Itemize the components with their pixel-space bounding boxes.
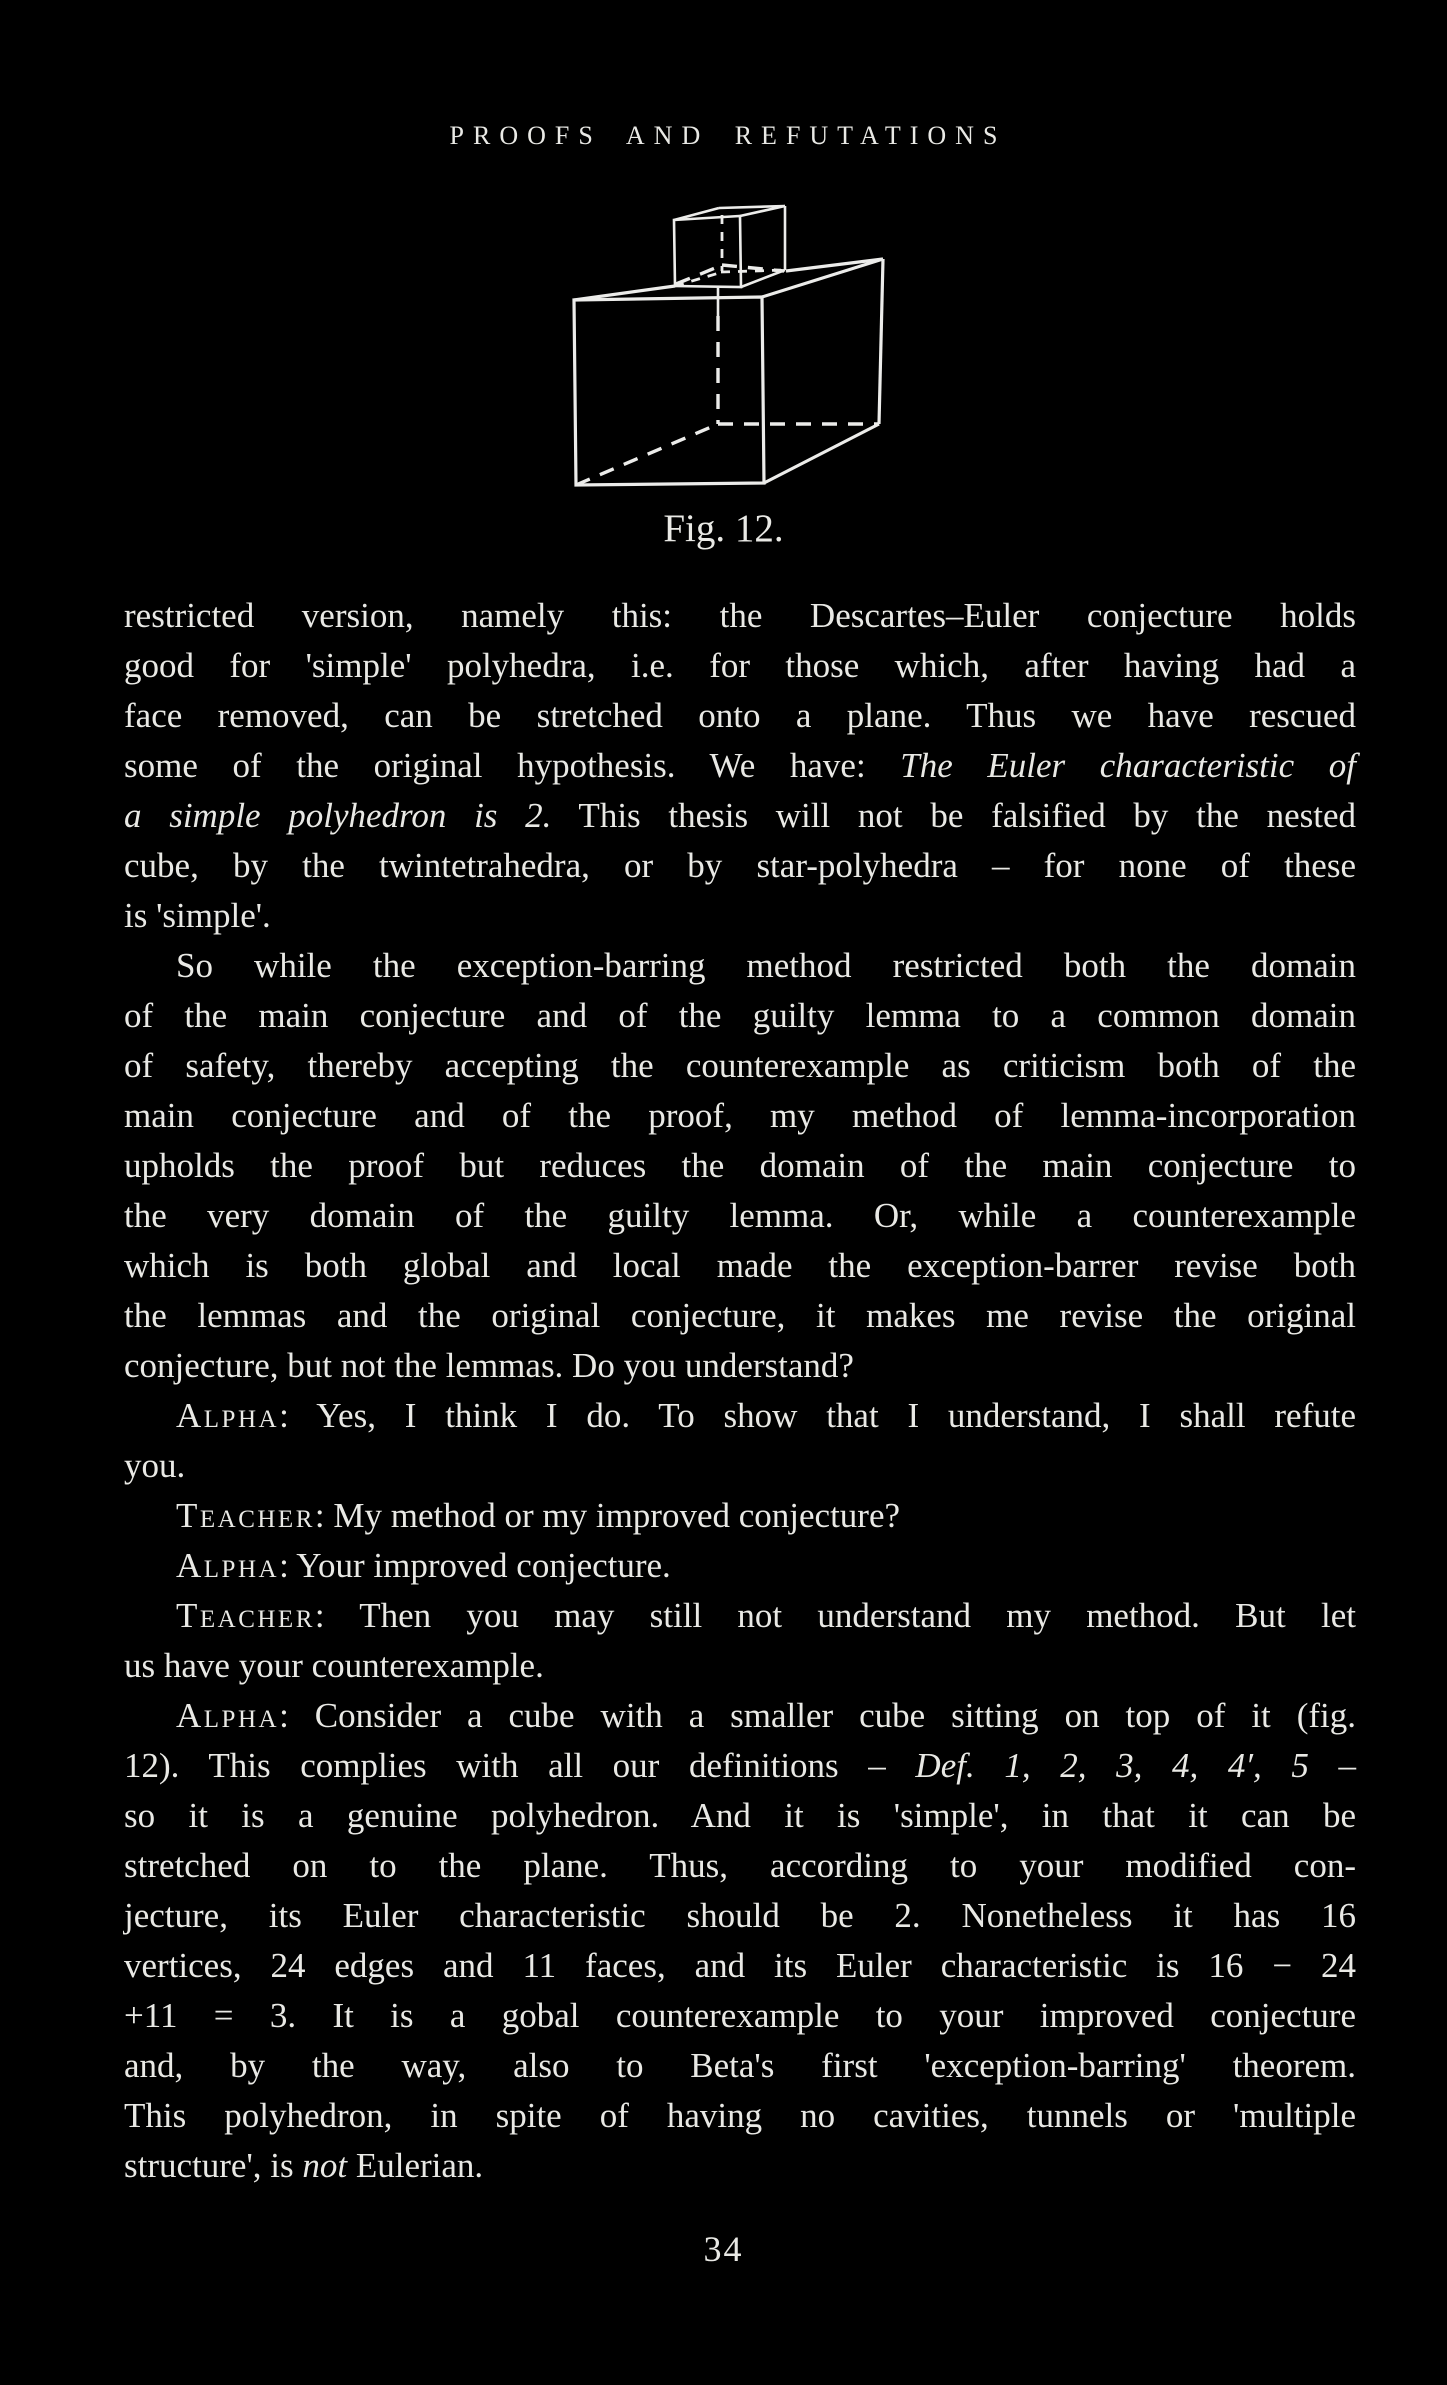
text-line (124, 1691, 1356, 1741)
text-line (124, 1041, 1356, 1091)
text-line (124, 691, 1356, 741)
text-line (124, 1991, 1356, 2041)
speaker-name: Teacher (176, 1496, 315, 1535)
text-segment: the lemmas and the original conjecture, it makes me revise the original (124, 1296, 1356, 1335)
speaker-name: Teacher (176, 1596, 315, 1635)
text-line (124, 791, 1356, 841)
text-segment: Eulerian. (347, 2146, 484, 2185)
text-segment: good for 'simple' polyhedra, i.e. for those which, after having had a (124, 646, 1356, 685)
text-line (124, 741, 1356, 791)
text-segment: vertices, 24 edges and 11 faces, and its Euler characteristic is 16 − 24 (124, 1946, 1356, 1985)
text-line (124, 1241, 1356, 1291)
text-segment: – (1308, 1746, 1356, 1785)
text-segment: a simple polyhedron is 2. (124, 796, 552, 835)
text-segment: stretched on to the plane. Thus, according to your modified con- (124, 1846, 1356, 1885)
text-line (124, 1291, 1356, 1341)
text-line (124, 841, 1356, 891)
text-segment: is 'simple'. (124, 896, 271, 935)
text-segment: of safety, thereby accepting the counterexample as criticism both of the (124, 1046, 1356, 1085)
text-line (124, 1391, 1356, 1441)
text-segment: : Yes, I think I do. To show that I understand, I shall refute (279, 1396, 1356, 1435)
text-line (124, 641, 1356, 691)
text-segment: structure', is (124, 2146, 303, 2185)
large-cube-solid-edges (574, 259, 883, 485)
text-line (124, 1541, 1356, 1591)
text-line (124, 1091, 1356, 1141)
text-segment: which is both global and local made the exception-barrer revise both (124, 1246, 1356, 1285)
small-cube-solid-edges (674, 206, 785, 287)
text-segment: So while the exception-barring method restricted both the domain (176, 946, 1356, 985)
text-line (124, 1191, 1356, 1241)
text-segment: face removed, can be stretched onto a plane. Thus we have rescued (124, 696, 1356, 735)
text-segment: : Then you may still not understand my method. But let (314, 1596, 1356, 1635)
page-number: 34 (703, 2229, 744, 2269)
text-line (124, 1941, 1356, 1991)
text-line (124, 1791, 1356, 1841)
text-line (124, 991, 1356, 1041)
text-segment: upholds the proof but reduces the domain of the main conjecture to (124, 1146, 1356, 1185)
text-line (124, 2141, 1356, 2191)
text-segment: some of the original hypothesis. We have: (124, 746, 901, 785)
text-segment: so it is a genuine polyhedron. And it is 'simple', in that it can be (124, 1796, 1356, 1835)
text-line (124, 591, 1356, 641)
text-line (124, 1741, 1356, 1791)
speaker-name: Alpha (176, 1396, 280, 1435)
text-line (124, 1891, 1356, 1941)
text-line (124, 941, 1356, 991)
text-segment: 12). This complies with all our definitions – (124, 1746, 916, 1785)
speaker-name: Alpha (176, 1546, 280, 1585)
text-segment: jecture, its Euler characteristic should be 2. Nonetheless it has 16 (124, 1896, 1356, 1935)
text-segment: This polyhedron, in spite of having no cavities, tunnels or 'multiple (124, 2096, 1356, 2135)
text-segment: : Consider a cube with a smaller cube sitting on top of it (fig. (279, 1696, 1356, 1735)
text-line (124, 2091, 1356, 2141)
text-segment: cube, by the twintetrahedra, or by star-polyhedra – for none of these (124, 846, 1356, 885)
text-line (124, 1441, 1356, 1491)
fig-12-drawing (555, 190, 905, 500)
running-title: PROOFS AND REFUTATIONS (449, 121, 1007, 150)
text-segment: Def. 1, 2, 3, 4, 4′, 5 (915, 1746, 1309, 1785)
text-line (124, 1141, 1356, 1191)
figure-caption: Fig. 12. (663, 507, 784, 550)
text-segment: This thesis will not be falsified by the nested (551, 796, 1356, 835)
speaker-name: Alpha (176, 1696, 280, 1735)
text-segment: not (302, 2146, 348, 2185)
text-segment: you. (124, 1446, 186, 1485)
text-line (124, 1341, 1356, 1391)
text-segment: The Euler characteristic of (900, 746, 1356, 785)
text-segment: +11 = 3. It is a gobal counterexample to your improved conjecture (124, 1996, 1356, 2035)
text-line (124, 1841, 1356, 1891)
text-segment: and, by the way, also to Beta's first 'exception-barring' theorem. (124, 2046, 1356, 2085)
text-line (124, 891, 1356, 941)
text-segment: the very domain of the guilty lemma. Or, while a counterexample (124, 1196, 1356, 1235)
text-segment: : Your improved conjecture. (279, 1546, 671, 1585)
body-text (124, 591, 1356, 2191)
text-segment: restricted version, namely this: the Descartes–Euler conjecture holds (124, 596, 1356, 635)
text-segment: main conjecture and of the proof, my method of lemma-incorporation (124, 1096, 1356, 1135)
text-segment: conjecture, but not the lemmas. Do you understand? (124, 1346, 854, 1385)
text-line (124, 1591, 1356, 1641)
text-line (124, 2041, 1356, 2091)
text-line (124, 1641, 1356, 1691)
text-segment: of the main conjecture and of the guilty lemma to a common domain (124, 996, 1356, 1035)
text-segment: : My method or my improved conjecture? (314, 1496, 901, 1535)
text-segment: us have your counterexample. (124, 1646, 544, 1685)
text-line (124, 1491, 1356, 1541)
